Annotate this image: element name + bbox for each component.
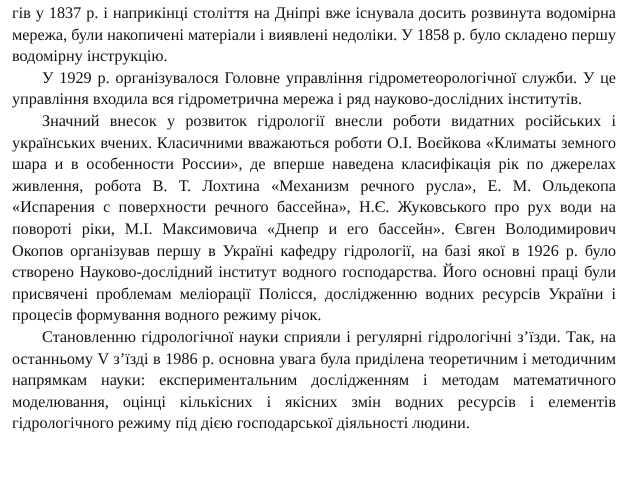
paragraph-water-gauge-history: гів у 1837 р. і наприкінці століття на Дніпрі вже існувала досить розвинута водомірна мережа, були накопичені матеріали і виявлені недоліки. У 1858 р. було складено першу водомірну інструкцію. — [12, 4, 616, 66]
paragraph-hydrological-congresses: Становленню гідрологічної науки сприяли і регулярні гідрологічні з’їзди. Так, на останньому V з’їзді в 1986 р. основна увага була приділена теоретичним і методичним напрямкам науки: експериментальним дослідженням і методам математичного моделювання, оцінці кількісних і якісних змін водних ресурсів і елементів гідрологічного режиму під дією господарської діяльності людини. — [12, 327, 616, 433]
paragraph-scientists-contributions: Значний внесок у розвиток гідрології внесли роботи видатних російських і українських вчених. Класичними вважаються роботи О.І. Воєйкова «Климаты земного шара и в особенности России», де вперше наведена класифікація рік по джерелах живлення, робота В. Т. Лохтина «Механизм речного русла», Е. М. Ольдекопа «Испарения с поверхности речного бассейна», Н.Є. Жуковського про рух води на повороті ріки, М.І. Максимовича «Днепр и его бассейн». Євген Володимирович Окопов організував першу в Україні кафедру гідрології, на базі якої в 1926 р. було створено Науково-дослідний інститут водного господарства. Його основні праці були присвячені проблемам меліорації Полісся, дослідженню водних ресурсів України і процесів формування водного режиму річок. — [12, 111, 616, 325]
paragraph-hydromet-administration: У 1929 р. організувалося Головне управління гідрометеорологічної служби. У це управління входила вся гідрометрична мережа і ряд науково-дослідних інститутів. — [12, 68, 616, 109]
